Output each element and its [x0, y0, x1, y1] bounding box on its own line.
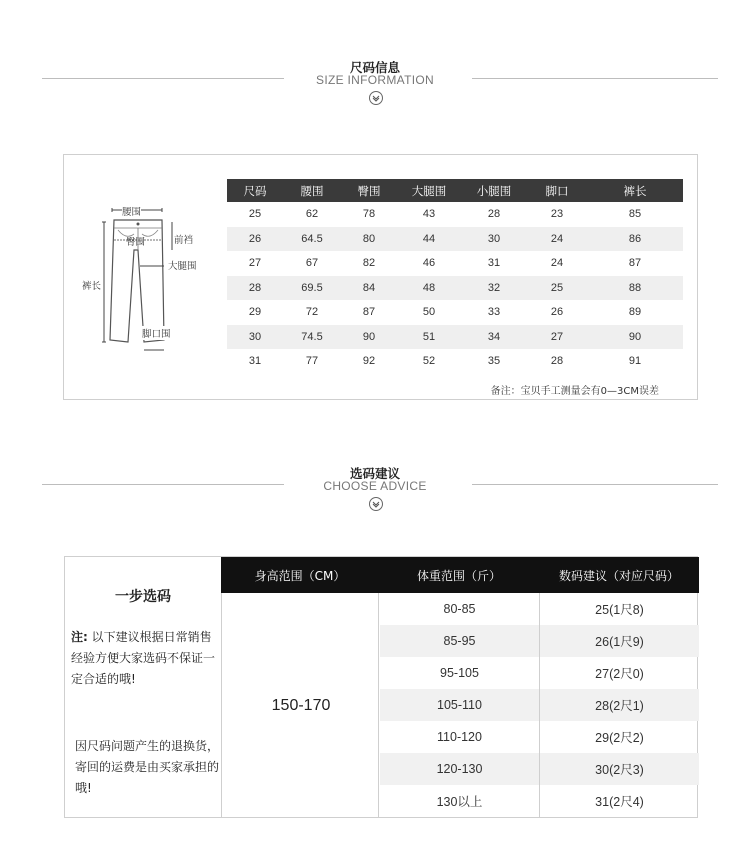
- advice-rows: [380, 593, 699, 817]
- table-cell: 64.5: [301, 232, 323, 245]
- note-label: 注:: [71, 630, 88, 644]
- size-info-title-cn: 尺码信息: [349, 60, 400, 75]
- table-cell: 69.5: [301, 281, 323, 294]
- table-cell: 23: [550, 208, 564, 221]
- table-cell: 28: [487, 208, 501, 221]
- table-cell: 31: [248, 355, 262, 368]
- weight-cell: 85-95: [380, 625, 540, 657]
- table-cell: 28: [550, 355, 564, 368]
- table-cell: 25: [550, 281, 564, 294]
- table-cell: 24: [550, 232, 564, 245]
- label-waist: 腰围: [122, 204, 141, 218]
- table-cell: 50: [422, 306, 436, 319]
- weight-cell: 80-85: [380, 593, 540, 625]
- return-note: 因尺码问题产生的退换货，寄回的运费是由买家承担的哦!: [75, 739, 220, 795]
- table-cell: 86: [628, 232, 642, 245]
- table-cell: 33: [487, 306, 501, 319]
- table-cell: 28: [248, 281, 262, 294]
- label-leg-opening: 脚口围: [142, 326, 171, 340]
- table-cell: 87: [628, 257, 642, 270]
- table-row: [227, 300, 683, 325]
- table-cell: 32: [487, 281, 501, 294]
- table-row: [227, 276, 683, 301]
- table-cell: 35: [487, 355, 501, 368]
- choose-advice-title-cn: 选码建议: [349, 466, 400, 481]
- choose-advice-heading: [0, 464, 750, 524]
- weight-cell: 130以上: [380, 785, 540, 817]
- table-cell: 78: [362, 208, 376, 221]
- table-cell: 30: [487, 232, 501, 245]
- header-cell: 大腿围: [411, 183, 447, 198]
- size-cell: 25(1尺8): [595, 603, 644, 617]
- measurement-note: 备注：宝贝手工测量会有0—3CM误差: [490, 386, 659, 397]
- label-front-rise: 前裆: [174, 232, 193, 246]
- table-row: [380, 721, 699, 753]
- chevron-down-icon: [369, 497, 383, 511]
- table-cell: 87: [362, 306, 376, 319]
- chevron-down-icon: [369, 91, 383, 105]
- table-row: [380, 625, 699, 657]
- table-cell: 85: [628, 208, 642, 221]
- header-cell: 裤长: [623, 183, 647, 198]
- size-cell: 30(2尺3): [595, 763, 644, 777]
- size-cell: 29(2尺2): [595, 731, 644, 745]
- table-row: [380, 593, 699, 625]
- height-range-value: 150-170: [271, 697, 331, 714]
- pants-diagram: [82, 200, 197, 365]
- advice-left-panel: [65, 557, 221, 817]
- header-cell: 臀围: [357, 183, 381, 198]
- header-cell: 小腿围: [476, 183, 512, 198]
- header-cell: 尺码: [243, 183, 267, 198]
- size-info-heading: [0, 58, 750, 118]
- table-cell: 44: [422, 232, 436, 245]
- table-row: [380, 689, 699, 721]
- table-row: [380, 785, 699, 817]
- header-cell: 腰围: [300, 183, 324, 198]
- table-cell: 62: [305, 208, 319, 221]
- table-row: [227, 325, 683, 350]
- table-cell: 90: [362, 330, 376, 343]
- header-height: 身高范围（CM）: [254, 568, 346, 583]
- table-cell: 52: [422, 355, 436, 368]
- weight-cell: 120-130: [380, 753, 540, 785]
- table-cell: 26: [550, 306, 564, 319]
- table-cell: 31: [487, 257, 501, 270]
- weight-cell: 105-110: [380, 689, 540, 721]
- table-cell: 51: [422, 330, 436, 343]
- table-cell: 48: [422, 281, 436, 294]
- size-cell: 31(2尺4): [595, 795, 644, 809]
- table-cell: 34: [487, 330, 501, 343]
- size-cell: 26(1尺9): [595, 635, 644, 649]
- advice-note: [71, 627, 219, 690]
- label-thigh: 大腿围: [168, 261, 197, 272]
- table-cell: 67: [305, 257, 319, 270]
- table-cell: 89: [628, 306, 642, 319]
- table-cell: 29: [248, 306, 262, 319]
- table-cell: 72: [305, 306, 319, 319]
- table-cell: 82: [362, 257, 376, 270]
- table-cell: 25: [248, 208, 262, 221]
- table-cell: 27: [248, 257, 262, 270]
- choose-advice-title-en: CHOOSE ADVICE: [323, 479, 427, 493]
- weight-cell: 95-105: [380, 657, 540, 689]
- table-cell: 30: [248, 330, 262, 343]
- header-weight: 体重范围（斤）: [416, 568, 501, 583]
- label-hip: 臀围: [126, 237, 146, 248]
- size-cell: 27(2尺0): [595, 667, 644, 681]
- table-row: [380, 753, 699, 785]
- table-cell: 26: [248, 232, 262, 245]
- table-row: [380, 657, 699, 689]
- size-cell: 28(2尺1): [595, 699, 644, 713]
- table-row: [227, 227, 683, 252]
- label-length: 裤长: [82, 278, 101, 292]
- table-cell: 91: [628, 355, 642, 368]
- advice-table-panel: [64, 556, 698, 818]
- table-row: [227, 349, 683, 374]
- table-cell: 27: [550, 330, 564, 343]
- advice-table-header: [221, 557, 699, 593]
- table-row: [227, 251, 683, 276]
- header-size: 数码建议（对应尺码）: [558, 568, 679, 583]
- table-cell: 43: [422, 208, 436, 221]
- table-cell: 92: [362, 355, 376, 368]
- size-table-header: [227, 179, 683, 202]
- advice-left-title: 一步选码: [115, 589, 171, 605]
- size-info-title-en: SIZE INFORMATION: [316, 73, 434, 87]
- weight-cell: 110-120: [380, 721, 540, 753]
- header-cell: 脚口: [545, 183, 569, 198]
- height-range-cell: [221, 593, 379, 817]
- table-cell: 77: [305, 355, 319, 368]
- table-cell: 88: [628, 281, 642, 294]
- note-text: 以下建议根据日常销售经验方便大家选码不保证一定合适的哦!: [71, 630, 216, 686]
- table-cell: 80: [362, 232, 376, 245]
- table-row: [227, 202, 683, 227]
- table-cell: 74.5: [301, 330, 323, 343]
- size-table-panel: [63, 154, 698, 400]
- table-cell: 46: [422, 257, 436, 270]
- size-table: [227, 179, 683, 374]
- table-cell: 84: [362, 281, 376, 294]
- table-cell: 90: [628, 330, 642, 343]
- table-cell: 24: [550, 257, 564, 270]
